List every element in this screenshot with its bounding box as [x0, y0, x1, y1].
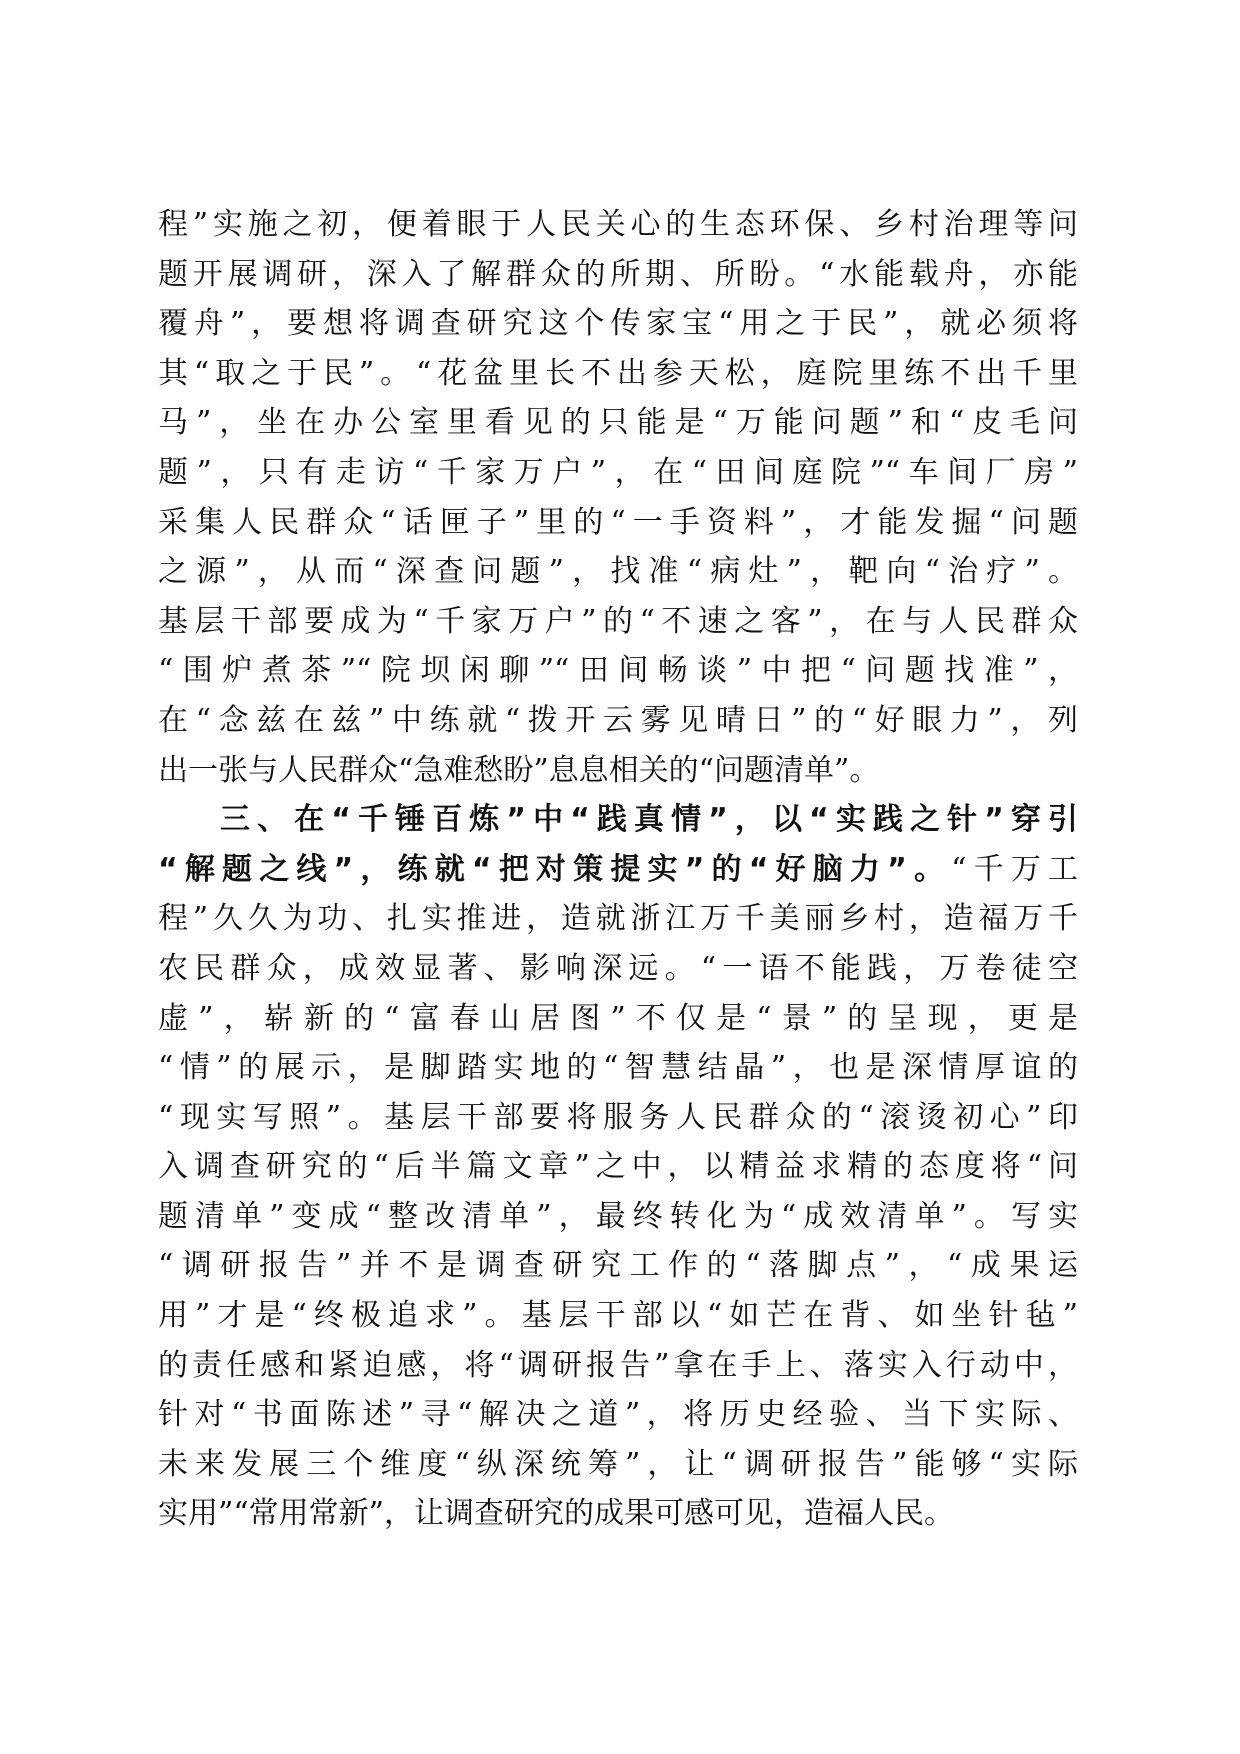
paragraph-1-line-2: 题开展调研，深入了解群众的所期、所盼。“水能载舟，亦能	[158, 256, 1078, 292]
document-page	[158, 200, 1078, 1539]
section-heading-line-2	[158, 845, 1078, 895]
paragraph-1-line-12: 出一张与人民群众“急难愁盼”息息相关的“问题清单”。	[158, 752, 880, 788]
paragraph-1-line-4: 其“取之于民”。“花盆里长不出参天松，庭院里练不出千里	[158, 355, 1078, 391]
paragraph-2-line-5: “现实写照”。基层干部要将服务人民群众的“滚烫初心”印	[158, 1099, 1078, 1135]
paragraph-2-line-2: 农民群众，成效显著、影响深远。“一语不能践，万卷徒空	[158, 950, 1078, 986]
paragraph-2-line-3: 虚”，崭新的“富春山居图”不仅是“景”的呈现，更是	[158, 1000, 1078, 1036]
paragraph-1-line-10: “围炉煮茶”“院坝闲聊”“田间畅谈”中把“问题找准”，	[158, 653, 1078, 689]
paragraph-2	[158, 795, 1078, 1539]
paragraph-2-line-7: 题清单”变成“整改清单”，最终转化为“成效清单”。写实	[158, 1198, 1078, 1234]
paragraph-2-line-6: 入调查研究的“后半篇文章”之中，以精益求精的态度将“问	[158, 1149, 1078, 1185]
paragraph-1-line-8: 之源”，从而“深查问题”，找准“病灶”，靶向“治疗”。	[158, 554, 1078, 590]
paragraph-2-line-4: “情”的展示，是脚踏实地的“智慧结晶”，也是深情厚谊的	[158, 1050, 1078, 1086]
paragraph-1-line-3: 覆舟”，要想将调查研究这个传家宝“用之于民”，就必须将	[158, 306, 1078, 342]
paragraph-2-line-11: 针对“书面陈述”寻“解决之道”，将历史经验、当下实际、	[158, 1397, 1078, 1433]
paragraph-2-line-1: 程”久久为功、扎实推进，造就浙江万千美丽乡村，造福万千	[158, 901, 1078, 937]
paragraph-2-line-12: 未来发展三个维度“纵深统筹”，让“调研报告”能够“实际	[158, 1446, 1078, 1482]
section-heading-bold-text: “解题之线”，练就“把对策提实”的“好脑力”。	[158, 851, 952, 887]
paragraph-2-line-13: 实用”“常用常新”，让调查研究的成果可感可见，造福人民。	[158, 1496, 955, 1532]
paragraph-1-line-5: 马”，坐在办公室里看见的只能是“万能问题”和“皮毛问	[158, 405, 1078, 441]
paragraph-1-line-1: 程”实施之初，便着眼于人民关心的生态环保、乡村治理等问	[158, 207, 1078, 242]
section-heading-line-1: 三、在“千锤百炼”中“践真情”，以“实践之针”穿引	[220, 802, 1078, 838]
paragraph-1-line-11: 在“念兹在兹”中练就“拨开云雾见晴日”的“好眼力”，列	[158, 702, 1078, 738]
section-body-start: “千万工	[951, 851, 1078, 887]
paragraph-2-line-8: “调研报告”并不是调查研究工作的“落脚点”，“成果运	[158, 1248, 1078, 1284]
paragraph-1-line-7: 采集人民群众“话匣子”里的“一手资料”，才能发掘“问题	[158, 504, 1078, 540]
paragraph-1-line-9: 基层干部要成为“千家万户”的“不速之客”，在与人民群众	[158, 603, 1078, 639]
paragraph-2-line-10: 的责任感和紧迫感，将“调研报告”拿在手上、落实入行动中，	[158, 1347, 1078, 1383]
paragraph-2-line-9: 用”才是“终极追求”。基层干部以“如芒在背、如坐针毡”	[158, 1298, 1078, 1334]
paragraph-1	[158, 200, 1078, 795]
paragraph-1-line-6: 题”，只有走访“千家万户”，在“田间庭院”“车间厂房”	[158, 454, 1078, 490]
